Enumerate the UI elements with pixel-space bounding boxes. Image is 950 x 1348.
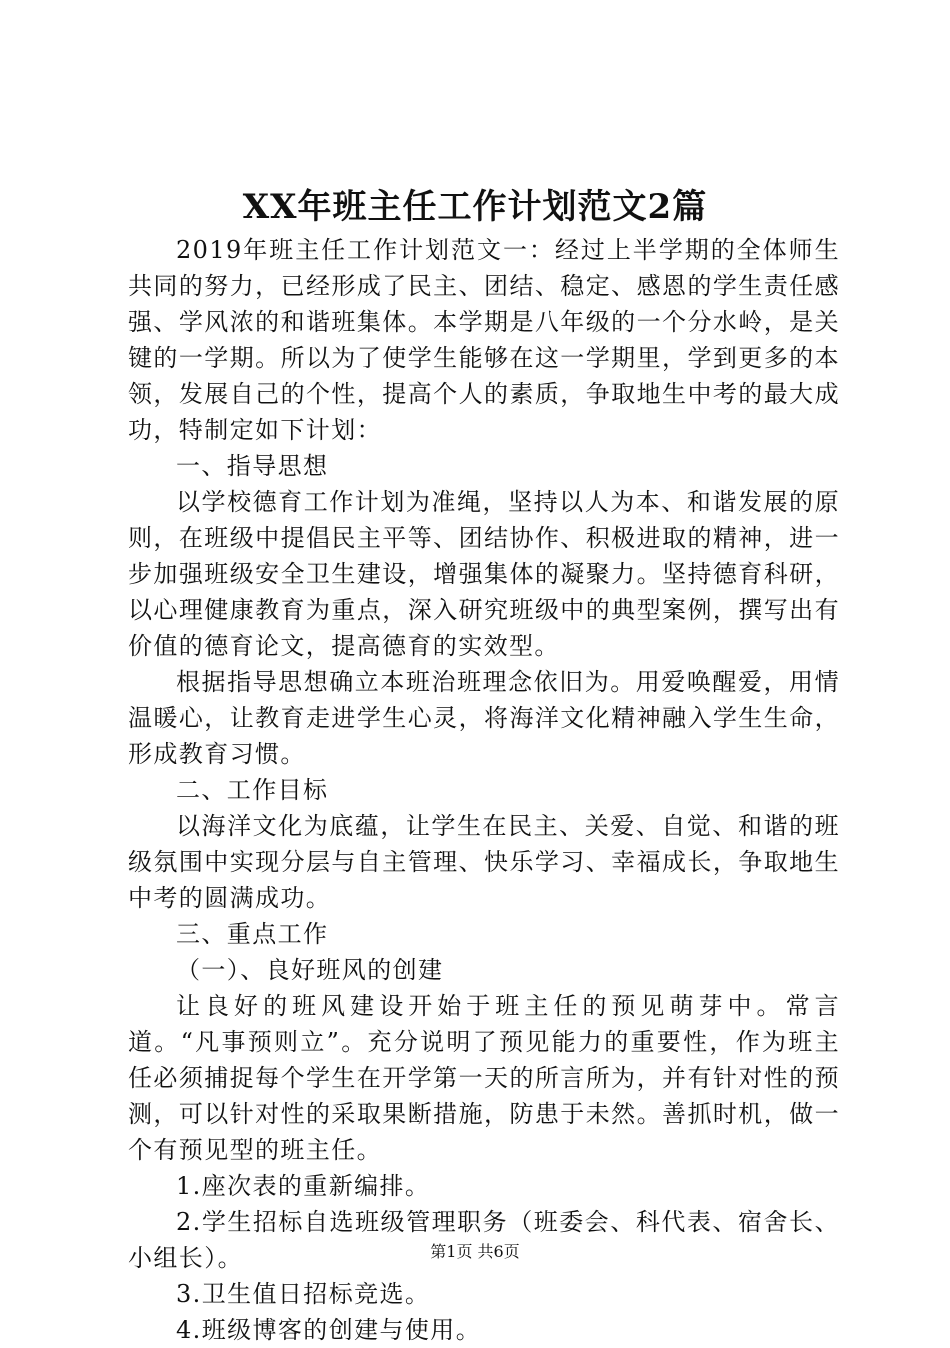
paragraph-class-philosophy: 根据指导思想确立本班治班理念依旧为。用爱唤醒爱，用情温暖心，让教育走进学生心灵，将海洋文化精神融入学生生命，形成教育习惯。: [128, 668, 840, 768]
list-item: 1.座次表的重新编排。: [176, 1172, 431, 1200]
list-item: 2.学生招标自选班级管理职务（班委会、科代表、宿舍长、小组长）。: [128, 1208, 840, 1272]
paragraph-intro: 2019年班主任工作计划范文一：经过上半学期的全体师生共同的努力，已经形成了民主、团结、稳定、感恩的学生责任感强、学风浓的和谐班集体。本学期是八年级的一个分水岭，是关键的一学期。所以为了使学生能够在这一学期里，学到更多的本领，发展自己的个性，提高个人的素质，争取地生中考的最大成功，特制定如下计划：: [128, 236, 840, 444]
document-body: [128, 232, 840, 1348]
paragraph-work-goals: 以海洋文化为底蕴，让学生在民主、关爱、自觉、和谐的班级氛围中实现分层与自主管理、快乐学习、幸福成长，争取地生中考的圆满成功。: [128, 812, 840, 912]
subheading-class-atmosphere: （一）、良好班风的创建: [176, 956, 444, 984]
heading-guiding-ideology: 一、指导思想: [176, 452, 329, 480]
list-item: 4.班级博客的创建与使用。: [176, 1316, 482, 1344]
document-title: XX年班主任工作计划范文2篇: [242, 187, 708, 227]
page-footer: 第1页 共6页: [430, 1242, 520, 1261]
paragraph-guiding-ideology: 以学校德育工作计划为准绳，坚持以人为本、和谐发展的原则，在班级中提倡民主平等、团结协作、积极进取的精神，进一步加强班级安全卫生建设，增强集体的凝聚力。坚持德育科研，以心理健康教育为重点，深入研究班级中的典型案例，撰写出有价值的德育论文，提高德育的实效型。: [128, 488, 840, 660]
heading-work-goals: 二、工作目标: [176, 776, 329, 804]
list-item: 3.卫生值日招标竞选。: [176, 1280, 431, 1308]
heading-key-work: 三、重点工作: [176, 920, 329, 948]
paragraph-class-atmosphere: 让良好的班风建设开始于班主任的预见萌芽中。常言道。“凡事预则立”。充分说明了预见能力的重要性，作为班主任必须捕捉每个学生在开学第一天的所言所为，并有针对性的预测，可以针对性的采取果断措施，防患于未然。善抓时机，做一个有预见型的班主任。: [128, 992, 840, 1164]
